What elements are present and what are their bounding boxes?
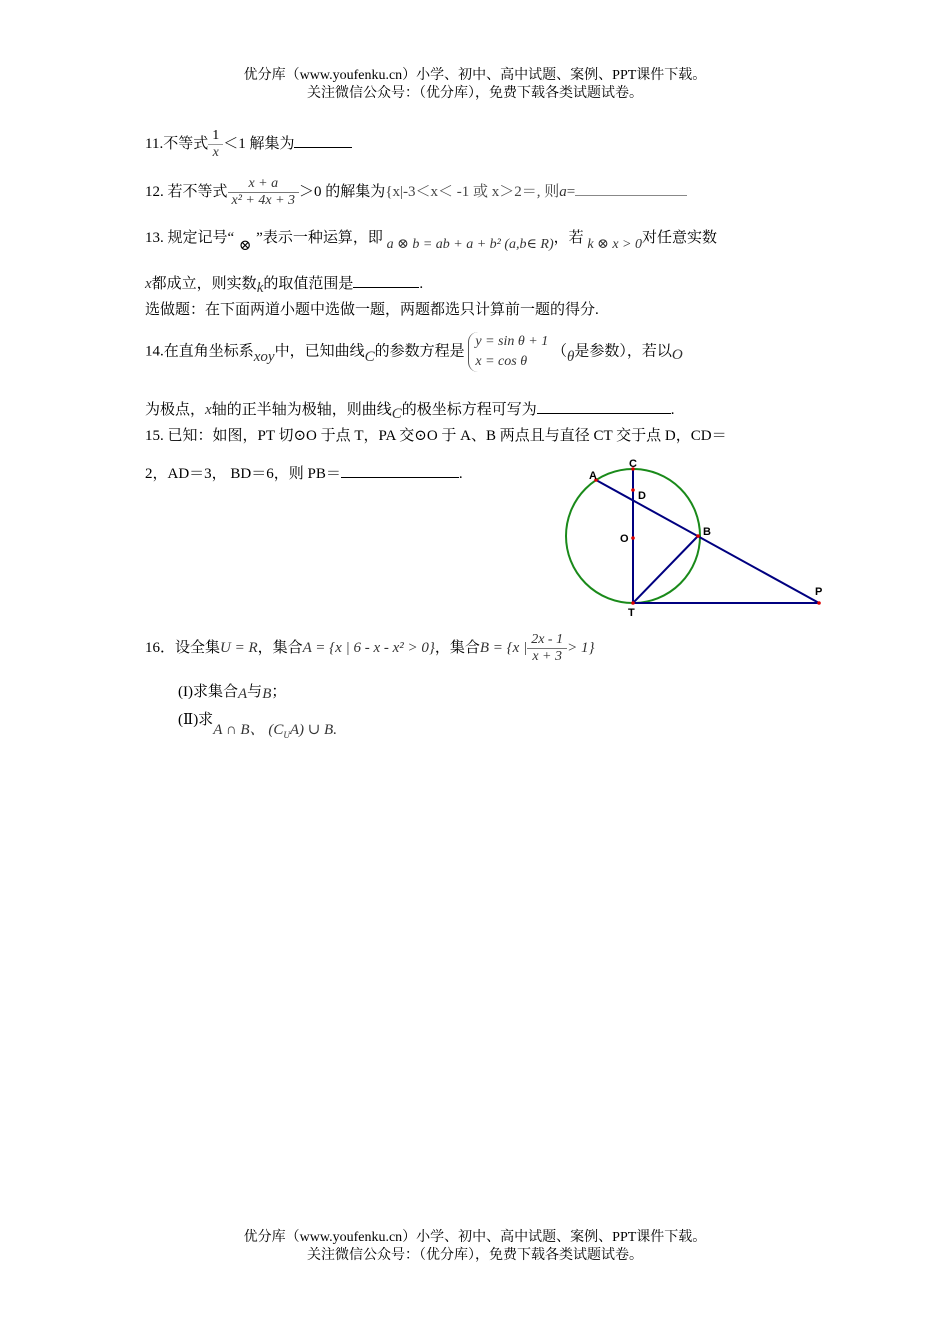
point-P — [817, 601, 821, 605]
label-P: P — [815, 586, 823, 598]
page-footer — [0, 1229, 950, 1265]
q13-tail: 对任意实数 — [641, 230, 717, 246]
q16-fraction — [527, 632, 567, 665]
q16-part1-B: B — [262, 686, 272, 702]
q14-mid2: 的参数方程是 — [374, 343, 465, 360]
q13-var-x: x — [145, 276, 152, 292]
secant-AP — [596, 480, 819, 603]
geometry-figure — [555, 452, 835, 622]
q12-mid: ＞0 的解集为 — [299, 183, 386, 200]
q11-mid: ＜1 解集为 — [223, 135, 295, 152]
q14-mid1: 中，已知曲线 — [274, 343, 365, 360]
label-O: O — [620, 533, 629, 545]
footer-line-1: 优分库（www.youfenku.cn）小学、初中、高中试题、案例、PPT课件下载。 — [243, 1230, 707, 1245]
q14-line2-C: C — [391, 406, 402, 422]
q11-prefix: 11.不等式 — [145, 135, 209, 152]
point-B — [696, 534, 700, 538]
page-header — [0, 67, 950, 103]
q16-frac-num: 2x - 1 — [531, 632, 564, 647]
q16-part1-c: ； — [271, 684, 287, 700]
q13-answer-blank[interactable] — [353, 273, 419, 288]
segment-TB — [633, 536, 698, 603]
q14-prefix: 14.在直角坐标系 — [145, 343, 254, 360]
q16-part2-tail: A) ∪ B. — [289, 722, 337, 738]
q12-eq: = — [566, 183, 576, 200]
q14-line2-b: 轴的正半轴为极轴，则曲线 — [211, 402, 392, 418]
q16-prefix: 16．设全集 — [145, 639, 221, 656]
label-A: A — [589, 470, 597, 482]
q14-paren: （ — [551, 343, 567, 360]
q16-frac-den: x + 3 — [527, 648, 567, 665]
point-T — [631, 601, 635, 605]
q11-frac-num: 1 — [212, 128, 220, 143]
q12-prefix: 12. 若不等式 — [145, 183, 228, 200]
q14-param-text: 是参数），若以 — [574, 343, 672, 360]
q15-answer-blank[interactable] — [341, 463, 459, 478]
q16-part2-a: (Ⅱ)求 — [178, 712, 214, 728]
q16-part2-sub: U — [283, 730, 290, 740]
point-O — [631, 536, 635, 540]
q16-part1-A: A — [238, 686, 248, 702]
q14-origin-O: O — [671, 347, 683, 364]
q16-set-B-post: > 1} — [567, 639, 595, 656]
q16-part1-b: 与 — [247, 684, 263, 700]
q13-line2-text: 都成立，则实数 — [151, 276, 257, 292]
question-11 — [145, 128, 352, 161]
question-15-line-1: 15. 已知：如图，PT 切⊙O 于点 T，PA 交⊙O 于 A、B 两点且与直径 CT 交于点 D，CD＝ — [145, 428, 727, 444]
q16-set-B-pre: B = {x | — [479, 639, 528, 656]
question-14-line-1 — [145, 332, 683, 372]
q12-var: a — [559, 183, 567, 200]
q14-param-equations — [468, 332, 548, 372]
q12-set: {x|-3＜x＜ -1 或 x＞2＝, 则 — [385, 183, 560, 200]
question-13-line-2 — [145, 272, 424, 296]
q11-frac-den: x — [208, 144, 223, 161]
q12-fraction — [228, 176, 300, 209]
q16-mid2: ，集合 — [434, 639, 480, 656]
q16-universal-set: U = R — [220, 639, 258, 656]
q14-eq1: y = sin θ + 1 — [475, 334, 549, 349]
q14-answer-blank[interactable] — [537, 399, 671, 414]
question-13-line-1 — [145, 226, 717, 254]
q14-line2-a: 为极点， — [145, 402, 206, 418]
q16-mid1: ，集合 — [257, 639, 303, 656]
q13-mid: ”表示一种运算，即 — [256, 230, 383, 246]
q14-curve-C: C — [364, 349, 375, 366]
q13-formula: a ⊗ b = ab + a + b² (a,b∈ R) — [386, 237, 554, 252]
question-14-line-2 — [145, 398, 675, 422]
question-16 — [145, 632, 594, 665]
q14-end: . — [670, 402, 675, 418]
q14-line2-x: x — [205, 402, 212, 418]
q14-eq2: x = cos θ — [475, 354, 528, 369]
q11-fraction — [208, 128, 223, 161]
question-15-line-2 — [145, 462, 463, 483]
elective-note: 选做题：在下面两道小题中选做一题，两题都选只计算前一题的得分. — [145, 302, 599, 318]
q16-part2-expression — [213, 722, 337, 738]
footer-line-2: 关注微信公众号：（优分库），免费下载各类试题试卷。 — [307, 1248, 643, 1263]
q14-xoy: xoy — [253, 349, 275, 366]
point-D — [631, 488, 635, 492]
q11-answer-blank[interactable] — [294, 133, 352, 148]
label-C: C — [629, 458, 637, 470]
q15-end: . — [458, 466, 463, 482]
header-line-2: 关注微信公众号：（优分库），免费下载各类试题试卷。 — [307, 86, 643, 101]
q15-line2-text: 2，AD＝3， BD＝6，则 PB＝ — [145, 466, 341, 482]
q14-theta: θ — [566, 349, 575, 366]
q13-symbol: ⊗ — [238, 238, 252, 254]
q13-prefix: 13. 规定记号“ — [145, 230, 235, 246]
q16-set-A: A = {x | 6 - x - x² > 0} — [302, 639, 435, 656]
q13-cond: k ⊗ x > 0 — [587, 237, 642, 252]
q12-frac-num: x + a — [248, 176, 279, 191]
q13-line2-text2: 的取值范围是 — [263, 276, 354, 292]
header-line-1: 优分库（www.youfenku.cn）小学、初中、高中试题、案例、PPT课件下载。 — [243, 68, 707, 83]
question-16-part-2 — [178, 708, 337, 740]
label-T: T — [628, 607, 635, 619]
q16-part1-a: (I)求集合 — [178, 684, 238, 700]
question-16-part-1 — [178, 680, 286, 701]
q14-line2-c: 的极坐标方程可写为 — [401, 402, 537, 418]
label-D: D — [638, 490, 646, 502]
q16-part2-expr: A ∩ B、 (C — [213, 722, 284, 738]
q12-answer-blank[interactable] — [575, 181, 687, 196]
q13-comma: ，若 — [553, 230, 584, 246]
q13-end: . — [419, 276, 424, 292]
label-B: B — [703, 526, 711, 538]
q12-frac-den: x² + 4x + 3 — [228, 192, 300, 209]
q13-var-k: k — [256, 280, 264, 296]
question-12 — [145, 176, 687, 209]
